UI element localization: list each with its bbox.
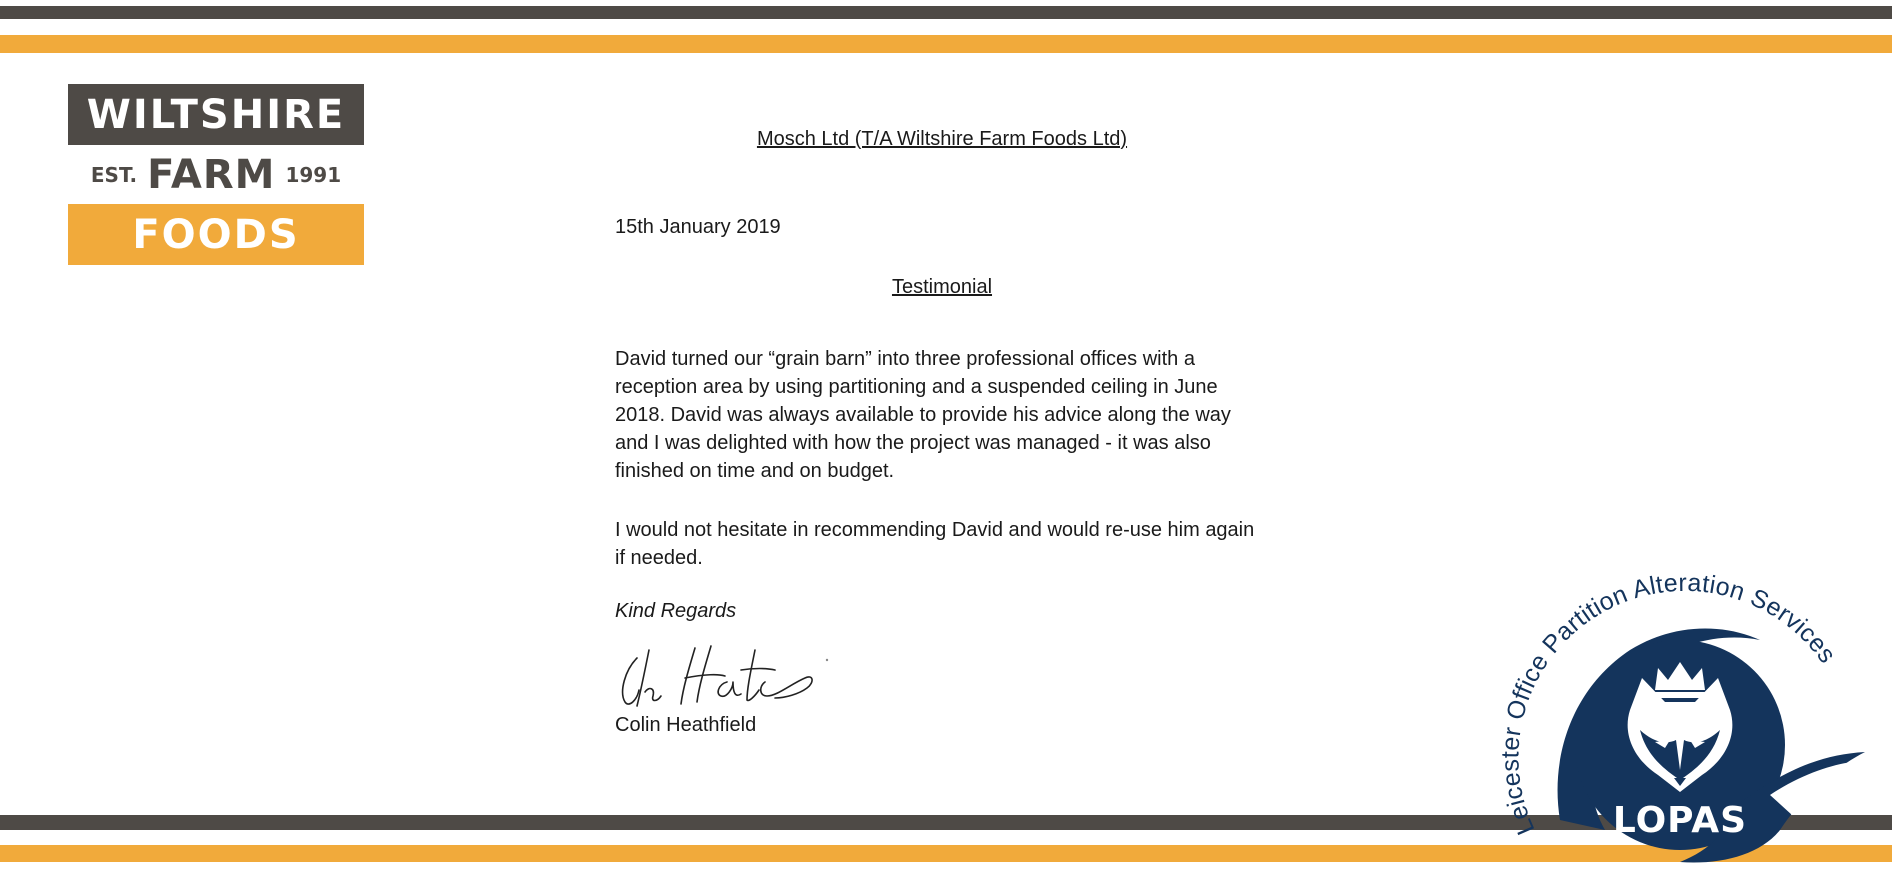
top-dark-stripe — [0, 6, 1892, 19]
badge-name: LOPAS — [1612, 800, 1748, 841]
top-amber-stripe — [0, 35, 1892, 53]
logo-foods-band: FOODS — [68, 204, 364, 265]
logo-est: EST. — [90, 163, 138, 187]
handwritten-signature — [615, 630, 845, 720]
badge-arc-text: Leicester Office Partition Alteration Services — [1496, 568, 1842, 839]
company-name: Mosch Ltd (T/A Wiltshire Farm Foods Ltd) — [756, 128, 1128, 150]
closing-regards: Kind Regards — [615, 600, 737, 622]
letter-heading: Testimonial — [891, 276, 993, 298]
logo-year: 1991 — [285, 163, 342, 187]
wiltshire-farm-foods-logo — [68, 84, 364, 265]
logo-wiltshire-band: WILTSHIRE — [68, 84, 364, 145]
letter-date: 15th January 2019 — [615, 216, 781, 238]
logo-farm: FARM — [147, 152, 276, 198]
logo-farm-row — [68, 154, 364, 196]
letter-paragraph-1: David turned our “grain barn” into three professional offices with a reception area by using partitioning and a suspended ceiling in June 2018. David was always available to provide his advice along the way and I was delighted with how the project was managed - it was also finished on time and on budget. — [615, 348, 1231, 482]
letter-paragraph-2: I would not hesitate in recommending David and would re-use him again if needed. — [615, 519, 1255, 569]
signatory-name: Colin Heathfield — [615, 714, 757, 736]
lopas-badge — [1480, 530, 1880, 870]
